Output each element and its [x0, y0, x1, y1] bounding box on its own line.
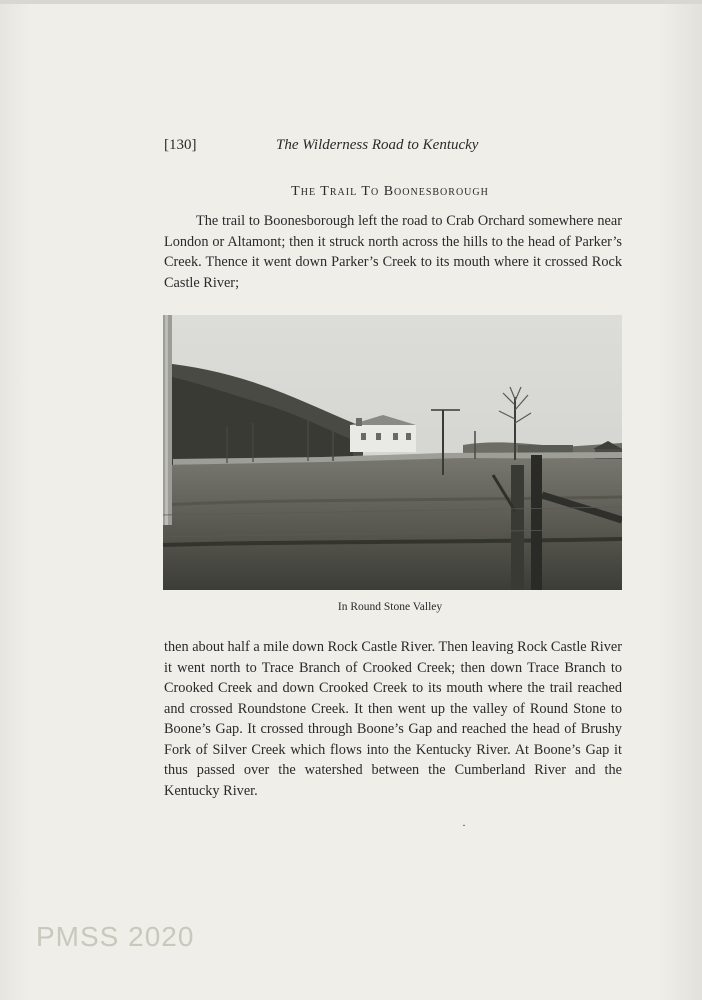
photo-caption: In Round Stone Valley — [337, 601, 443, 613]
page-header — [164, 137, 520, 157]
section-title: The Trail To Boonesborough — [291, 184, 489, 199]
stray-ink-mark: · — [462, 818, 466, 832]
page-number: [130] — [164, 137, 197, 153]
page-top-edge — [0, 0, 702, 4]
paragraph-continued: then about half a mile down Rock Castle River. Then leaving Rock Castle River it went north to Trace Branch of Crooked Creek; then down Trace Branch to Crooked Creek and down Crooked Creek to its mouth where the trail reached and crossed Roundstone Creek. It then went up the valley of Round Stone to Boone’s Gap. It crossed through Boone’s Gap and reached the head of Brushy Fork of Silver Creek which flows into the Kentucky River. At Boone’s Gap it thus passed over the watershed between the Cumberland River and the Kentucky River. — [164, 639, 622, 799]
paragraph-intro: The trail to Boonesborough left the road to Crab Orchard somewhere near London or Altamont; then it struck north across the hills to the head of Parker’s Creek. Thence it went down Parker’s Creek to its mouth where it crossed Rock Castle River; — [164, 213, 622, 291]
running-title: The Wilderness Road to Kentucky — [276, 137, 479, 153]
archive-watermark: PMSS 2020 — [36, 921, 195, 952]
valley-photograph — [163, 315, 622, 590]
